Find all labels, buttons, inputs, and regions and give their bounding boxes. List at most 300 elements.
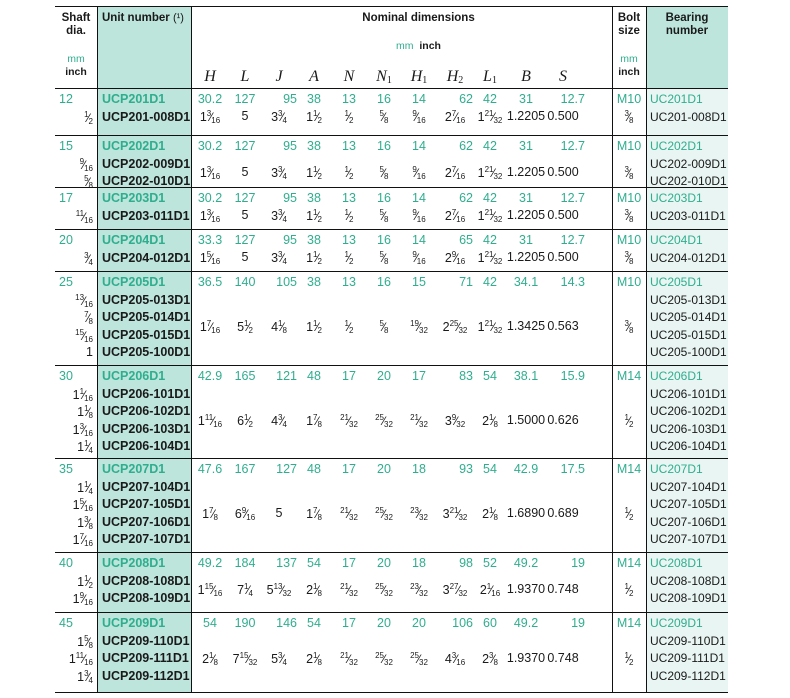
numerator: 15 <box>239 650 249 660</box>
shaft-dia-inch-value <box>76 209 93 225</box>
denominator: 8 <box>384 215 389 225</box>
dimension-inch-fraction <box>478 319 503 335</box>
whole-part: 3 <box>271 251 279 266</box>
fraction-slash: ⁄ <box>347 209 350 224</box>
numerator: 21 <box>340 582 349 591</box>
unit-number-metric[interactable]: UCP209D1 <box>102 616 166 630</box>
dimension-mm-value: 17 <box>342 369 356 383</box>
dimension-mm-value: 42.9 <box>197 369 223 383</box>
denominator: 8 <box>629 257 634 267</box>
whole-part: 1.2205 <box>506 109 546 124</box>
bolt-size-mm: M14 <box>616 616 642 630</box>
dimension-inch-fraction <box>202 506 218 522</box>
dimension-mm-value: 42.9 <box>513 462 539 476</box>
fraction-slash: ⁄ <box>316 506 319 521</box>
dimension-inch-fraction <box>507 250 545 264</box>
numerator: 9 <box>412 250 417 260</box>
numerator: 21 <box>410 412 419 422</box>
numerator: 1 <box>244 582 249 591</box>
bolt-size-inch <box>612 250 646 266</box>
dimension-inch-fraction <box>380 165 389 181</box>
fraction-slash: ⁄ <box>347 166 350 180</box>
bearing-number-metric[interactable]: UC209D1 <box>650 616 703 630</box>
dimension-mm-value: 54 <box>483 462 497 476</box>
whole-part: 3 <box>271 209 279 224</box>
unit-number-inch[interactable]: UCP207-104D1 <box>102 479 191 494</box>
whole-part: 1 <box>77 669 85 684</box>
whole-part: 1 <box>197 413 205 428</box>
denominator: 2 <box>88 580 93 590</box>
denominator: 32 <box>493 215 503 225</box>
fraction-slash: ⁄ <box>83 498 86 512</box>
dimension-inch-fraction <box>445 651 465 667</box>
whole-part: 2 <box>444 251 452 266</box>
unit-number-inch[interactable]: UCP203-011D1 <box>102 208 190 223</box>
unit-number-inch[interactable]: UCP207-105D1 <box>102 497 191 511</box>
unit-number-inch[interactable]: UCP208-108D1 <box>102 573 191 588</box>
dimension-inch-fraction <box>306 413 322 429</box>
dimension-mm-value: 17 <box>342 616 356 630</box>
dimension-symbol: B <box>521 68 531 85</box>
unit-number-inch[interactable]: UCP202-009D1 <box>102 156 191 171</box>
dimension-inch-fraction <box>445 413 465 429</box>
bearing-number-metric[interactable]: UC205D1 <box>650 275 703 289</box>
denominator: 8 <box>317 512 322 522</box>
whole-part: 1 <box>72 533 80 547</box>
dimension-inch-fraction <box>412 109 425 125</box>
bearing-number-inch[interactable]: UC206-102D1 <box>650 404 727 418</box>
bolt-size-inch <box>612 582 646 598</box>
dimension-mm-value: 14 <box>412 139 426 153</box>
fraction-slash: ⁄ <box>455 209 458 224</box>
numerator: 1 <box>84 404 89 413</box>
whole-part: 2 <box>444 166 452 180</box>
dimension-inch-fraction <box>200 319 220 335</box>
dimension-inch-fraction <box>410 413 428 429</box>
dimension-symbol: N <box>343 68 355 85</box>
dimension-mm-value: 30.2 <box>197 191 223 205</box>
numerator: 9 <box>412 165 417 174</box>
shaft-dia-inch-value <box>77 439 93 455</box>
fraction-slash: ⁄ <box>627 413 630 428</box>
bolt-size-inch <box>612 413 646 429</box>
numerator: 1 <box>84 573 89 583</box>
fraction-slash: ⁄ <box>316 413 319 428</box>
dimension-symbol: $H_1$ <box>410 68 428 86</box>
unit-number-inch[interactable]: UCP207-107D1 <box>102 532 191 546</box>
numerator: 1 <box>244 318 249 328</box>
dimension-mm-value: 15 <box>412 275 426 289</box>
whole-part: 1 <box>306 506 314 521</box>
header-bolt-mm: mm <box>620 53 638 65</box>
denominator: 8 <box>317 419 322 429</box>
denominator: 4 <box>282 172 287 181</box>
dimension-mm-value: 13 <box>342 275 356 289</box>
shaft-dia-mm: 35 <box>59 462 73 476</box>
unit-number-inch[interactable]: UCP209-112D1 <box>102 668 190 683</box>
shaft-dia-inch <box>55 669 93 685</box>
dimension-inch-fraction <box>345 208 354 224</box>
bearing-number-inch[interactable]: UC201-008D1 <box>650 109 727 124</box>
dimension-mm-value: 83 <box>459 369 473 383</box>
dimension-inch-fraction <box>478 250 503 266</box>
dimension-inch-fraction <box>340 506 358 522</box>
shaft-dia-inch <box>55 591 93 607</box>
whole-part: 4 <box>271 413 279 428</box>
denominator: 16 <box>211 215 221 225</box>
fraction-slash: ⁄ <box>210 110 213 125</box>
dimension-inch-fraction <box>547 319 578 333</box>
dimension-mm-value: 93 <box>459 462 473 476</box>
whole-part: 1.2205 <box>506 165 546 179</box>
dimension-inch-fraction <box>507 208 545 222</box>
denominator: 16 <box>84 504 93 513</box>
numerator: 1 <box>489 412 494 422</box>
whole-part: 1 <box>199 166 207 180</box>
denominator: 2 <box>349 172 354 181</box>
unit-number-inch[interactable]: UCP202-010D1 <box>102 174 191 188</box>
dimension-mm-value: 52 <box>483 556 497 570</box>
shaft-dia-inch-value <box>80 157 93 173</box>
unit-number-inch[interactable]: UCP207-106D1 <box>102 514 191 529</box>
unit-number-inch[interactable]: UCP206-102D1 <box>102 404 191 418</box>
row-divider <box>55 552 728 553</box>
shaft-dia-inch <box>55 634 93 650</box>
numerator: 1 <box>624 412 629 422</box>
bearing-number-inch[interactable]: UC205-013D1 <box>650 292 727 307</box>
bearing-number-inch[interactable]: UC202-010D1 <box>650 174 727 188</box>
dimension-mm-value: 12.7 <box>560 191 585 205</box>
shaft-dia-inch <box>55 532 93 548</box>
dimension-mm-value: 127 <box>234 139 256 153</box>
dimension-mm-value: 38 <box>307 233 321 247</box>
bolt-size-inch-value <box>625 208 634 224</box>
unit-number-metric[interactable]: UCP201D1 <box>102 92 166 106</box>
unit-number-inch[interactable]: UCP209-111D1 <box>102 651 189 665</box>
numerator: 1 <box>344 208 349 218</box>
dimension-mm-value: 42 <box>483 139 497 153</box>
denominator: 4 <box>248 589 253 598</box>
dimension-inch-fraction <box>412 208 425 224</box>
unit-number-inch[interactable]: UCP205-014D1 <box>102 310 191 324</box>
dimension-mm-value: 38 <box>307 275 321 289</box>
denominator: 2 <box>248 419 253 429</box>
shaft-dia-inch-value <box>77 634 93 650</box>
dimension-inch-fraction <box>443 582 468 598</box>
unit-number-inch[interactable]: UCP208-109D1 <box>102 591 191 605</box>
unit-number-inch[interactable]: UCP206-103D1 <box>102 421 191 436</box>
numerator: 13 <box>75 292 85 302</box>
dimension-inch-fraction <box>237 319 253 335</box>
dimension-mm-value: 31 <box>519 139 533 153</box>
whole-part: 0.689 <box>547 505 579 520</box>
bolt-size-inch <box>612 506 646 522</box>
dimension-mm-value: 127 <box>234 92 256 106</box>
bearing-number-metric[interactable]: UC203D1 <box>650 191 703 205</box>
dimension-mm-value: 127 <box>234 191 256 205</box>
dimension-inch-fraction <box>345 165 354 181</box>
whole-part: 1 <box>199 319 207 334</box>
bearing-number-metric[interactable]: UC208D1 <box>650 556 703 570</box>
column-divider <box>191 6 192 693</box>
dimension-inch-fraction <box>306 506 322 522</box>
dimension-inch-fraction <box>445 109 465 125</box>
dimension-inch-value <box>541 651 585 665</box>
dimension-inch-fraction <box>478 165 503 181</box>
bearing-number-inch[interactable]: UC209-111D1 <box>650 651 725 665</box>
denominator: 16 <box>456 257 466 267</box>
dimension-inch-fraction <box>306 208 322 224</box>
denominator: 8 <box>493 419 498 429</box>
bearing-number-inch[interactable]: UC207-106D1 <box>650 514 727 529</box>
bearing-number-inch[interactable]: UC205-015D1 <box>650 327 727 342</box>
whole-part: 0.563 <box>547 318 579 333</box>
dimension-inch-fraction <box>410 582 428 598</box>
dimension-inch-value <box>541 250 585 264</box>
unit-number-metric[interactable]: UCP208D1 <box>102 556 166 570</box>
dimension-inch-fraction <box>306 651 322 667</box>
dimension-mm-value: 42 <box>483 233 497 247</box>
shaft-dia-mm: 45 <box>59 616 73 630</box>
fraction-slash: ⁄ <box>415 110 418 125</box>
row-divider <box>55 229 728 230</box>
numerator: 25 <box>410 650 419 660</box>
bearing-number-inch[interactable]: UC205-100D1 <box>650 345 727 359</box>
fraction-slash: ⁄ <box>87 251 90 266</box>
dimension-mm-value: 71 <box>459 275 473 289</box>
denominator: 2 <box>317 172 322 181</box>
denominator: 8 <box>493 512 498 522</box>
denominator: 2 <box>317 215 322 225</box>
bearing-number-metric[interactable]: UC204D1 <box>650 233 703 247</box>
unit-number-inch[interactable]: UCP206-104D1 <box>102 439 191 453</box>
fraction-slash: ⁄ <box>210 209 213 224</box>
denominator: 4 <box>88 446 93 455</box>
fraction-slash: ⁄ <box>455 110 458 125</box>
unit-number-metric[interactable]: UCP206D1 <box>102 369 166 383</box>
bolt-size-mm: M10 <box>616 92 642 106</box>
bolt-size-mm: M10 <box>616 191 642 205</box>
unit-number-inch[interactable]: UCP205-100D1 <box>102 345 191 359</box>
fraction-slash: ⁄ <box>87 175 90 189</box>
fraction-slash: ⁄ <box>83 328 86 343</box>
bearing-number-inch[interactable]: UC205-014D1 <box>650 310 727 324</box>
denominator: 4 <box>282 215 287 225</box>
fraction-slash: ⁄ <box>83 293 86 308</box>
dimension-inch-fraction <box>547 250 578 264</box>
fraction-slash: ⁄ <box>87 405 90 419</box>
denominator: 8 <box>88 181 93 190</box>
shaft-dia-inch-value <box>73 497 93 513</box>
bearing-number-inch[interactable]: UC202-009D1 <box>650 156 727 171</box>
bearing-number-inch[interactable]: UC207-107D1 <box>650 532 727 546</box>
fraction-slash: ⁄ <box>455 651 458 666</box>
bearing-number-inch[interactable]: UC207-105D1 <box>650 497 727 511</box>
numerator: 3 <box>84 668 89 678</box>
denominator: 8 <box>629 172 634 181</box>
bearing-number-metric[interactable]: UC207D1 <box>650 462 703 476</box>
denominator: 4 <box>88 486 93 496</box>
unit-number-metric[interactable]: UCP207D1 <box>102 462 166 476</box>
dimension-mm-value: 30.2 <box>197 139 223 153</box>
fraction-slash: ⁄ <box>417 583 420 597</box>
fraction-slash: ⁄ <box>415 166 418 180</box>
fraction-slash: ⁄ <box>87 634 90 649</box>
unit-number-inch[interactable]: UCP201-008D1 <box>102 109 191 124</box>
shaft-dia-inch-value <box>84 310 93 326</box>
dimension-mm-value: 16 <box>377 275 391 289</box>
numerator: 21 <box>484 318 494 328</box>
header-shaft-mm: mm <box>67 53 85 65</box>
header-bolt-inch: inch <box>618 66 640 78</box>
denominator: 2 <box>248 325 253 335</box>
shaft-dia-inch <box>55 293 93 309</box>
dimension-inch-fraction <box>380 109 389 125</box>
fraction-slash: ⁄ <box>492 251 495 266</box>
whole-part: 1 <box>199 110 207 125</box>
numerator: 3 <box>278 165 283 174</box>
dimension-inch-fraction <box>478 208 503 224</box>
whole-part: 2 <box>482 651 490 666</box>
header-dims-inch: inch <box>419 40 441 52</box>
bearing-number-metric[interactable]: UC206D1 <box>650 369 703 383</box>
numerator: 25 <box>375 582 384 591</box>
dimension-inch-fraction <box>547 582 578 596</box>
unit-number-inch[interactable]: UCP205-013D1 <box>102 292 191 307</box>
whole-part: 1.2205 <box>506 250 546 265</box>
numerator: 1 <box>313 318 318 328</box>
bearing-number-inch[interactable]: UC207-104D1 <box>650 479 727 494</box>
dimension-inch-fraction <box>271 250 287 266</box>
bearing-number-metric[interactable]: UC202D1 <box>650 139 703 153</box>
whole-part: 5 <box>237 319 245 334</box>
denominator: 8 <box>384 257 389 267</box>
numerator: 9 <box>412 208 417 218</box>
whole-part: 3 <box>271 110 279 125</box>
unit-number-metric[interactable]: UCP202D1 <box>102 139 166 153</box>
fraction-slash: ⁄ <box>492 506 495 521</box>
dimension-mm-value: 54 <box>483 369 497 383</box>
numerator: 3 <box>84 250 89 260</box>
numerator: 3 <box>624 208 629 218</box>
dimension-mm-value: 14 <box>412 92 426 106</box>
dimension-inch-fraction <box>375 651 393 667</box>
denominator: 32 <box>458 589 468 598</box>
unit-number-metric[interactable]: UCP205D1 <box>102 275 166 289</box>
bearing-number-inch[interactable]: UC206-104D1 <box>650 439 727 453</box>
dimension-inch-fraction <box>507 413 545 427</box>
unit-number-inch[interactable]: UCP206-101D1 <box>102 386 191 401</box>
bearing-number-inch[interactable]: UC209-110D1 <box>650 633 726 648</box>
bearing-number-inch[interactable]: UC206-103D1 <box>650 421 727 436</box>
fraction-slash: ⁄ <box>87 574 90 589</box>
dimension-inch-value <box>541 208 585 222</box>
denominator: 32 <box>493 325 503 335</box>
dimension-inch-fraction <box>237 582 253 598</box>
denominator: 8 <box>629 116 634 126</box>
unit-number-inch[interactable]: UCP205-015D1 <box>102 327 191 342</box>
bearing-number-inch[interactable]: UC206-101D1 <box>650 386 727 401</box>
dimension-mm-value: 34.1 <box>513 275 539 289</box>
fraction-slash: ⁄ <box>281 110 284 125</box>
denominator: 2 <box>629 657 634 667</box>
bearing-number-inch[interactable]: UC208-108D1 <box>650 573 727 588</box>
numerator: 15 <box>204 582 214 591</box>
bearing-number-inch[interactable]: UC203-011D1 <box>650 208 726 223</box>
numerator: 23 <box>410 582 419 591</box>
fraction-slash: ⁄ <box>83 157 86 172</box>
shaft-dia-inch <box>55 574 93 590</box>
unit-number-metric[interactable]: UCP204D1 <box>102 233 166 247</box>
denominator: 8 <box>88 521 93 531</box>
denominator: 32 <box>349 657 358 667</box>
numerator: 1 <box>278 318 283 328</box>
denominator: 8 <box>384 116 389 126</box>
dimension-mm-value: 16 <box>377 139 391 153</box>
denominator: 16 <box>211 172 221 181</box>
dimension-inch-fraction <box>412 250 425 266</box>
numerator: 5 <box>84 633 89 643</box>
denominator: 8 <box>317 589 322 598</box>
bearing-number-inch[interactable]: UC204-012D1 <box>650 250 727 265</box>
denominator: 8 <box>493 657 498 667</box>
whole-part: 1 <box>477 166 485 180</box>
bearing-number-inch[interactable]: UC208-109D1 <box>650 591 727 605</box>
fraction-slash: ⁄ <box>87 669 90 684</box>
dimension-subscript: 1 <box>386 75 392 86</box>
dimension-mm-value: 54 <box>307 556 321 570</box>
denominator: 16 <box>84 299 93 309</box>
dimension-mm-value: 14 <box>412 233 426 247</box>
whole-part: 1 <box>477 110 485 125</box>
fraction-slash: ⁄ <box>87 480 90 495</box>
denominator: 8 <box>317 657 322 667</box>
numerator: 5 <box>379 165 384 174</box>
dimension-inch-fraction <box>480 582 500 598</box>
dimension-mm-value: 12.7 <box>560 233 585 247</box>
shaft-dia-inch <box>55 422 93 438</box>
whole-part: 0.748 <box>547 582 579 596</box>
numerator: 9 <box>241 505 247 515</box>
bolt-size-inch <box>612 651 646 667</box>
dimension-inch-fraction <box>507 165 545 179</box>
dimension-inch-fraction <box>507 319 545 333</box>
denominator: 32 <box>493 116 503 126</box>
header-nominal-dimensions: Nominal dimensions <box>362 12 475 24</box>
unit-number-inch[interactable]: UCP204-012D1 <box>102 250 191 265</box>
unit-number-inch[interactable]: UCP209-110D1 <box>102 633 190 648</box>
numerator: 7 <box>209 505 214 515</box>
column-divider <box>97 6 98 693</box>
whole-part: 2 <box>306 583 314 597</box>
dimension-mm-value: 20 <box>377 462 391 476</box>
numerator: 25 <box>449 318 459 328</box>
shaft-dia-inch-value <box>77 574 93 590</box>
dimension-symbol: A <box>309 68 319 85</box>
whole-part: 5 <box>241 250 249 265</box>
fraction-slash: ⁄ <box>247 319 250 334</box>
dimension-inch-fraction <box>375 413 393 429</box>
dimension-mm-value: 20 <box>377 556 391 570</box>
fraction-slash: ⁄ <box>83 592 86 606</box>
fraction-slash: ⁄ <box>281 166 284 180</box>
unit-number-metric[interactable]: UCP203D1 <box>102 191 166 205</box>
bearing-number-metric[interactable]: UC201D1 <box>650 92 703 106</box>
numerator: 9 <box>79 591 85 600</box>
numerator: 25 <box>375 505 384 515</box>
numerator: 1 <box>486 582 492 591</box>
bearing-number-inch[interactable]: UC209-112D1 <box>650 668 726 683</box>
